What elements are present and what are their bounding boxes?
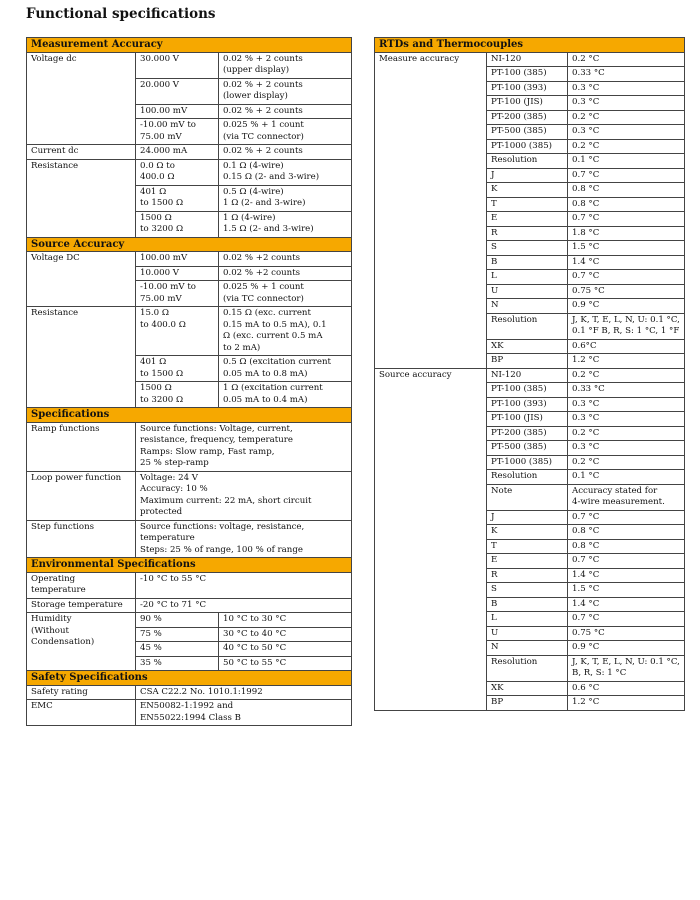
table-row <box>27 520 352 558</box>
value-cell: -10 °C to 55 °C <box>136 572 352 598</box>
value-cell: 0.2 °C <box>568 368 685 383</box>
range-cell: 15.0 Ω to 400.0 Ω <box>136 307 219 356</box>
range-cell: T <box>487 539 568 554</box>
range-cell: PT-1000 (385) <box>487 455 568 470</box>
value-cell: 0.2 °C <box>568 52 685 67</box>
value-cell: J, K, T, E, L, N, U: 0.1 °C, B, R, S: 1 °C <box>568 655 685 681</box>
range-cell: Note <box>487 484 568 510</box>
value-cell: Accuracy stated for 4-wire measurement. <box>568 484 685 510</box>
value-cell: 0.02 % +2 counts <box>219 252 352 267</box>
range-cell: 10.000 V <box>136 266 219 281</box>
range-cell: R <box>487 226 568 241</box>
table-row <box>27 159 352 185</box>
value-cell: 0.2 °C <box>568 426 685 441</box>
value-cell: 0.8 °C <box>568 197 685 212</box>
value-cell: 0.3 °C <box>568 412 685 427</box>
value-cell: 0.8 °C <box>568 539 685 554</box>
table-row <box>375 368 685 383</box>
value-cell: 0.7 °C <box>568 510 685 525</box>
value-cell: 1.4 °C <box>568 568 685 583</box>
row-label: Step functions <box>27 520 136 558</box>
range-cell: 24.000 mA <box>136 145 219 160</box>
range-cell: PT-100 (385) <box>487 383 568 398</box>
left-spec-table <box>26 37 352 726</box>
value-cell: 1 Ω (excitation current 0.05 mA to 0.4 mA) <box>219 382 352 408</box>
rtd-thermocouple-table <box>374 37 685 711</box>
value-cell: 0.7 °C <box>568 270 685 285</box>
value-cell: 0.1 Ω (4-wire) 0.15 Ω (2- and 3-wire) <box>219 159 352 185</box>
range-cell: 1500 Ω to 3200 Ω <box>136 382 219 408</box>
value-cell: 0.2 °C <box>568 455 685 470</box>
range-cell: Resolution <box>487 313 568 339</box>
value-cell: 1.5 °C <box>568 583 685 598</box>
range-cell: Resolution <box>487 154 568 169</box>
page-title: Functional specifications <box>26 6 216 22</box>
section-title: Safety Specifications <box>27 671 352 686</box>
table-row <box>27 307 352 356</box>
value-cell: 0.75 °C <box>568 284 685 299</box>
value-cell: CSA C22.2 No. 1010.1:1992 <box>136 685 352 700</box>
value-cell: 0.3 °C <box>568 441 685 456</box>
range-cell: Resolution <box>487 470 568 485</box>
value-cell: 0.02 % +2 counts <box>219 266 352 281</box>
value-cell: 1.4 °C <box>568 597 685 612</box>
range-cell: E <box>487 554 568 569</box>
value-cell: 0.1 °C <box>568 470 685 485</box>
range-cell: 401 Ω to 1500 Ω <box>136 356 219 382</box>
value-cell: 0.8 °C <box>568 525 685 540</box>
row-label: Resistance <box>27 307 136 408</box>
range-cell: 45 % <box>136 642 219 657</box>
value-cell: 0.9 °C <box>568 299 685 314</box>
value-cell: 40 °C to 50 °C <box>219 642 352 657</box>
value-cell: 0.02 % + 2 counts <box>219 104 352 119</box>
section-header-row <box>27 38 352 53</box>
value-cell: 0.025 % + 1 count (via TC connector) <box>219 281 352 307</box>
range-cell: PT-1000 (385) <box>487 139 568 154</box>
table-row <box>27 252 352 267</box>
row-label: Voltage DC <box>27 252 136 307</box>
right-spec-column <box>374 37 684 711</box>
row-label: Safety rating <box>27 685 136 700</box>
range-cell: B <box>487 597 568 612</box>
range-cell: 1500 Ω to 3200 Ω <box>136 211 219 237</box>
value-cell: Source functions: voltage, resistance, temperature Steps: 25 % of range, 100 % of range <box>136 520 352 558</box>
row-label: Current dc <box>27 145 136 160</box>
range-cell: L <box>487 270 568 285</box>
table-row <box>27 422 352 471</box>
value-cell: 1.4 °C <box>568 255 685 270</box>
value-cell: 0.3 °C <box>568 81 685 96</box>
range-cell: T <box>487 197 568 212</box>
value-cell: 0.9 °C <box>568 641 685 656</box>
value-cell: 0.02 % + 2 counts <box>219 145 352 160</box>
section-title: Environmental Specifications <box>27 558 352 573</box>
section-title: Source Accuracy <box>27 237 352 252</box>
table-row <box>27 52 352 78</box>
table-row <box>27 598 352 613</box>
value-cell: 0.3 °C <box>568 397 685 412</box>
row-label: EMC <box>27 700 136 726</box>
section-header-row <box>27 237 352 252</box>
range-cell: PT-200 (385) <box>487 426 568 441</box>
range-cell: J <box>487 510 568 525</box>
value-cell: 1.8 °C <box>568 226 685 241</box>
value-cell: 0.02 % + 2 counts (lower display) <box>219 78 352 104</box>
range-cell: B <box>487 255 568 270</box>
range-cell: PT-100 (393) <box>487 81 568 96</box>
value-cell: Source functions: Voltage, current, resistance, frequency, temperature Ramps: Slow ramp, Fast ramp, 25 % step-ramp <box>136 422 352 471</box>
value-cell: 0.3 °C <box>568 96 685 111</box>
range-cell: -10.00 mV to 75.00 mV <box>136 119 219 145</box>
table-row <box>27 471 352 520</box>
range-cell: K <box>487 525 568 540</box>
section-title: RTDs and Thermocouples <box>375 38 685 53</box>
section-title: Measurement Accuracy <box>27 38 352 53</box>
value-cell: 1 Ω (4-wire) 1.5 Ω (2- and 3-wire) <box>219 211 352 237</box>
value-cell: 30 °C to 40 °C <box>219 627 352 642</box>
row-label: Measure accuracy <box>375 52 487 368</box>
range-cell: PT-100 (JIS) <box>487 412 568 427</box>
left-spec-column <box>26 37 351 726</box>
table-row <box>27 685 352 700</box>
row-label: Ramp functions <box>27 422 136 471</box>
value-cell: 0.75 °C <box>568 626 685 641</box>
value-cell: 0.7 °C <box>568 612 685 627</box>
range-cell: 90 % <box>136 613 219 628</box>
range-cell: NI-120 <box>487 368 568 383</box>
range-cell: 100.00 mV <box>136 252 219 267</box>
row-label: Humidity (Without Condensation) <box>27 613 136 671</box>
range-cell: PT-100 (JIS) <box>487 96 568 111</box>
range-cell: 401 Ω to 1500 Ω <box>136 185 219 211</box>
range-cell: BP <box>487 354 568 369</box>
value-cell: -20 °C to 71 °C <box>136 598 352 613</box>
range-cell: PT-500 (385) <box>487 441 568 456</box>
value-cell: EN50082-1:1992 and EN55022:1994 Class B <box>136 700 352 726</box>
range-cell: PT-200 (385) <box>487 110 568 125</box>
range-cell: XK <box>487 681 568 696</box>
section-header-row <box>27 671 352 686</box>
range-cell: U <box>487 284 568 299</box>
range-cell: PT-100 (385) <box>487 67 568 82</box>
range-cell: L <box>487 612 568 627</box>
range-cell: E <box>487 212 568 227</box>
value-cell: 0.3 °C <box>568 125 685 140</box>
value-cell: 10 °C to 30 °C <box>219 613 352 628</box>
range-cell: U <box>487 626 568 641</box>
value-cell: 0.6 °C <box>568 681 685 696</box>
range-cell: 0.0 Ω to 400.0 Ω <box>136 159 219 185</box>
value-cell: 0.15 Ω (exc. current 0.15 mA to 0.5 mA), 0.1 Ω (exc. current 0.5 mA to 2 mA) <box>219 307 352 356</box>
value-cell: 0.33 °C <box>568 383 685 398</box>
row-label: Loop power function <box>27 471 136 520</box>
section-header-row <box>27 558 352 573</box>
value-cell: J, K, T, E, L, N, U: 0.1 °C, 0.1 °F B, R, S: 1 °C, 1 °F <box>568 313 685 339</box>
value-cell: 0.5 Ω (4-wire) 1 Ω (2- and 3-wire) <box>219 185 352 211</box>
value-cell: 1.5 °C <box>568 241 685 256</box>
value-cell: 0.2 °C <box>568 110 685 125</box>
range-cell: NI-120 <box>487 52 568 67</box>
range-cell: -10.00 mV to 75.00 mV <box>136 281 219 307</box>
table-row <box>27 700 352 726</box>
row-label: Resistance <box>27 159 136 237</box>
range-cell: 20.000 V <box>136 78 219 104</box>
value-cell: 0.7 °C <box>568 554 685 569</box>
range-cell: K <box>487 183 568 198</box>
value-cell: 0.02 % + 2 counts (upper display) <box>219 52 352 78</box>
table-row <box>27 613 352 628</box>
range-cell: S <box>487 583 568 598</box>
value-cell: 1.2 °C <box>568 696 685 711</box>
table-row <box>27 145 352 160</box>
range-cell: 75 % <box>136 627 219 642</box>
value-cell: 0.7 °C <box>568 212 685 227</box>
range-cell: 100.00 mV <box>136 104 219 119</box>
range-cell: N <box>487 641 568 656</box>
value-cell: 1.2 °C <box>568 354 685 369</box>
range-cell: N <box>487 299 568 314</box>
range-cell: BP <box>487 696 568 711</box>
range-cell: 35 % <box>136 656 219 671</box>
value-cell: 50 °C to 55 °C <box>219 656 352 671</box>
row-label: Operating temperature <box>27 572 136 598</box>
range-cell: J <box>487 168 568 183</box>
value-cell: 0.5 Ω (excitation current 0.05 mA to 0.8 mA) <box>219 356 352 382</box>
value-cell: 0.7 °C <box>568 168 685 183</box>
range-cell: Resolution <box>487 655 568 681</box>
row-label: Voltage dc <box>27 52 136 145</box>
value-cell: Voltage: 24 V Accuracy: 10 % Maximum current: 22 mA, short circuit protected <box>136 471 352 520</box>
range-cell: XK <box>487 339 568 354</box>
value-cell: 0.025 % + 1 count (via TC connector) <box>219 119 352 145</box>
range-cell: S <box>487 241 568 256</box>
section-header-row <box>375 38 685 53</box>
table-row <box>27 572 352 598</box>
range-cell: 30.000 V <box>136 52 219 78</box>
row-label: Source accuracy <box>375 368 487 710</box>
range-cell: PT-100 (393) <box>487 397 568 412</box>
value-cell: 0.8 °C <box>568 183 685 198</box>
row-label: Storage temperature <box>27 598 136 613</box>
section-header-row <box>27 408 352 423</box>
range-cell: R <box>487 568 568 583</box>
section-title: Specifications <box>27 408 352 423</box>
value-cell: 0.1 °C <box>568 154 685 169</box>
value-cell: 0.6°C <box>568 339 685 354</box>
value-cell: 0.33 °C <box>568 67 685 82</box>
value-cell: 0.2 °C <box>568 139 685 154</box>
table-row <box>375 52 685 67</box>
range-cell: PT-500 (385) <box>487 125 568 140</box>
